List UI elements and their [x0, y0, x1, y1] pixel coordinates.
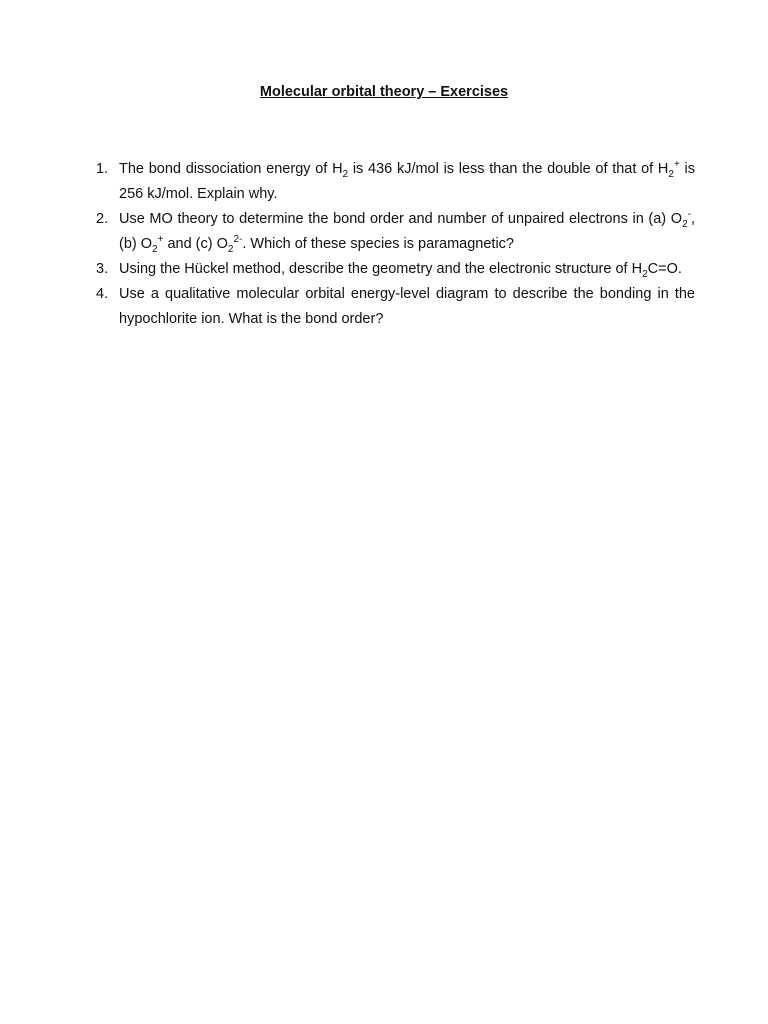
- exercise-item-1: [90, 157, 695, 207]
- page-title: Molecular orbital theory – Exercises: [259, 84, 509, 100]
- exercise-number: 2.: [96, 211, 109, 227]
- exercise-item-4: [90, 282, 695, 332]
- exercise-number: 3.: [96, 261, 109, 277]
- exercise-number: 1.: [96, 161, 109, 177]
- exercise-number: 4.: [96, 286, 109, 302]
- exercise-list: [90, 157, 695, 332]
- exercise-item-3: [90, 257, 695, 282]
- exercise-text: Use a qualitative molecular orbital energy-level diagram to describe the bonding in the hypochlorite ion. What is the bond order?: [119, 286, 695, 327]
- exercise-text: Use MO theory to determine the bond order and number of unpaired electrons in (a) $O_2^-$, (b) $O_2^+$ and (c) $O_2^{2-}$. Which of these species is paramagnetic?: [119, 209, 695, 255]
- exercise-item-2: [90, 207, 695, 257]
- exercise-text: The bond dissociation energy of $H_2$ is 436 kJ/mol is less than the double of that of $H_2^+$ is 256 kJ/mol. Explain why.: [119, 159, 696, 202]
- exercise-text: Using the Hückel method, describe the geometry and the electronic structure of $H_2C=O$.: [119, 261, 682, 280]
